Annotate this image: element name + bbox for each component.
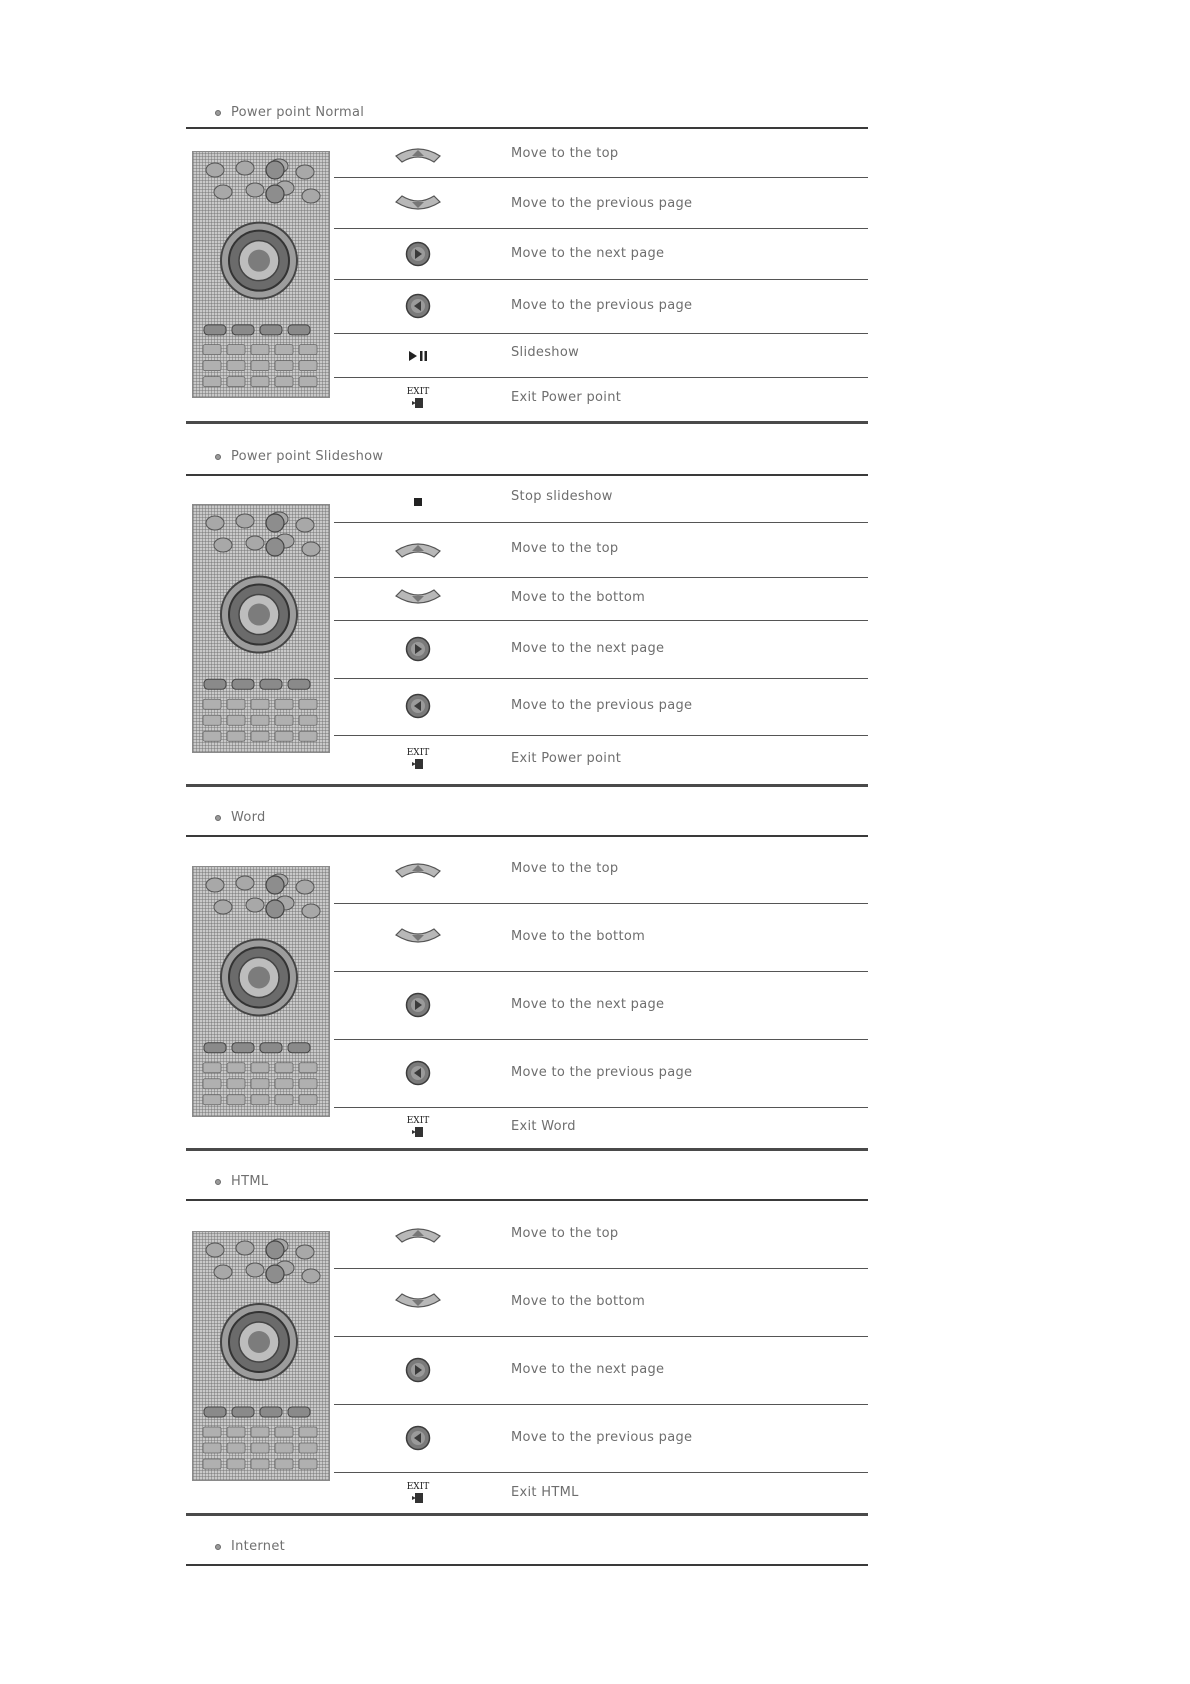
right-round-key-icon [405,241,431,271]
section-bottom-rule [186,1148,868,1151]
section-top-rule [186,1564,868,1566]
section-bottom-rule [186,421,868,424]
row-label: Move to the next page [511,997,665,1012]
row-label: Exit Power point [511,751,622,766]
row-label: Exit Word [511,1119,576,1134]
row-divider [334,735,868,736]
row-divider [334,228,868,229]
row-divider [334,678,868,679]
exit-key-icon [404,1480,432,1510]
row-label: Move to the next page [511,641,665,656]
row-divider [334,1107,868,1108]
bullet-icon [215,110,221,116]
right-round-key-icon [405,1357,431,1387]
row-label: Move to the top [511,1226,619,1241]
row-label: Move to the bottom [511,590,646,605]
up-arrow-key-icon [394,144,442,168]
row-label: Move to the top [511,541,619,556]
section-top-rule [186,1199,868,1201]
row-divider [334,1039,868,1040]
play-pause-icon [408,347,428,366]
exit-key-icon [404,385,432,415]
row-divider [334,522,868,523]
section-bottom-rule [186,1513,868,1516]
down-arrow-key-icon [394,1292,442,1316]
exit-key-icon [404,1114,432,1144]
row-label: Move to the top [511,146,619,161]
svg-text:EXIT: EXIT [406,748,430,758]
row-label: Move to the previous page [511,196,693,211]
down-arrow-key-icon [394,927,442,951]
up-arrow-key-icon [394,1224,442,1248]
section-top-rule [186,127,868,129]
section-title: HTML [231,1174,269,1189]
row-divider [334,377,868,378]
row-label: Stop slideshow [511,489,613,504]
right-round-key-icon [405,636,431,666]
up-arrow-key-icon [394,539,442,563]
left-round-key-icon [405,293,431,323]
remote-control-image [192,151,330,398]
section-bottom-rule [186,784,868,787]
bullet-icon [215,454,221,460]
left-round-key-icon [405,1060,431,1090]
row-divider [334,577,868,578]
row-label: Move to the previous page [511,698,693,713]
svg-text:EXIT: EXIT [406,1116,430,1126]
row-divider [334,177,868,178]
section-title: Internet [231,1539,286,1554]
row-divider [334,279,868,280]
row-divider [334,903,868,904]
section-title: Word [231,810,266,825]
remote-control-image [192,1231,330,1481]
row-label: Move to the previous page [511,1065,693,1080]
remote-control-image [192,866,330,1117]
row-label: Slideshow [511,345,580,360]
row-label: Move to the next page [511,246,665,261]
section-title: Power point Slideshow [231,449,384,464]
exit-key-icon [404,746,432,776]
row-divider [334,333,868,334]
remote-control-image [192,504,330,753]
bullet-icon [215,1179,221,1185]
left-round-key-icon [405,1425,431,1455]
up-arrow-key-icon [394,859,442,883]
left-round-key-icon [405,693,431,723]
section-top-rule [186,835,868,837]
row-divider [334,1268,868,1269]
right-round-key-icon [405,992,431,1022]
svg-text:EXIT: EXIT [406,1482,430,1492]
row-divider [334,620,868,621]
row-label: Move to the previous page [511,298,693,313]
row-divider [334,1336,868,1337]
svg-text:EXIT: EXIT [406,387,430,397]
row-label: Move to the bottom [511,929,646,944]
bullet-icon [215,1544,221,1550]
row-label: Move to the previous page [511,1430,693,1445]
down-arrow-key-icon [394,588,442,612]
stop-icon [413,492,423,511]
row-label: Exit HTML [511,1485,579,1500]
row-label: Move to the next page [511,1362,665,1377]
row-divider [334,1404,868,1405]
bullet-icon [215,815,221,821]
row-label: Move to the bottom [511,1294,646,1309]
section-top-rule [186,474,868,476]
row-label: Move to the top [511,861,619,876]
row-divider [334,1472,868,1473]
down-arrow-key-icon [394,194,442,218]
row-label: Exit Power point [511,390,622,405]
row-divider [334,971,868,972]
section-title: Power point Normal [231,105,365,120]
